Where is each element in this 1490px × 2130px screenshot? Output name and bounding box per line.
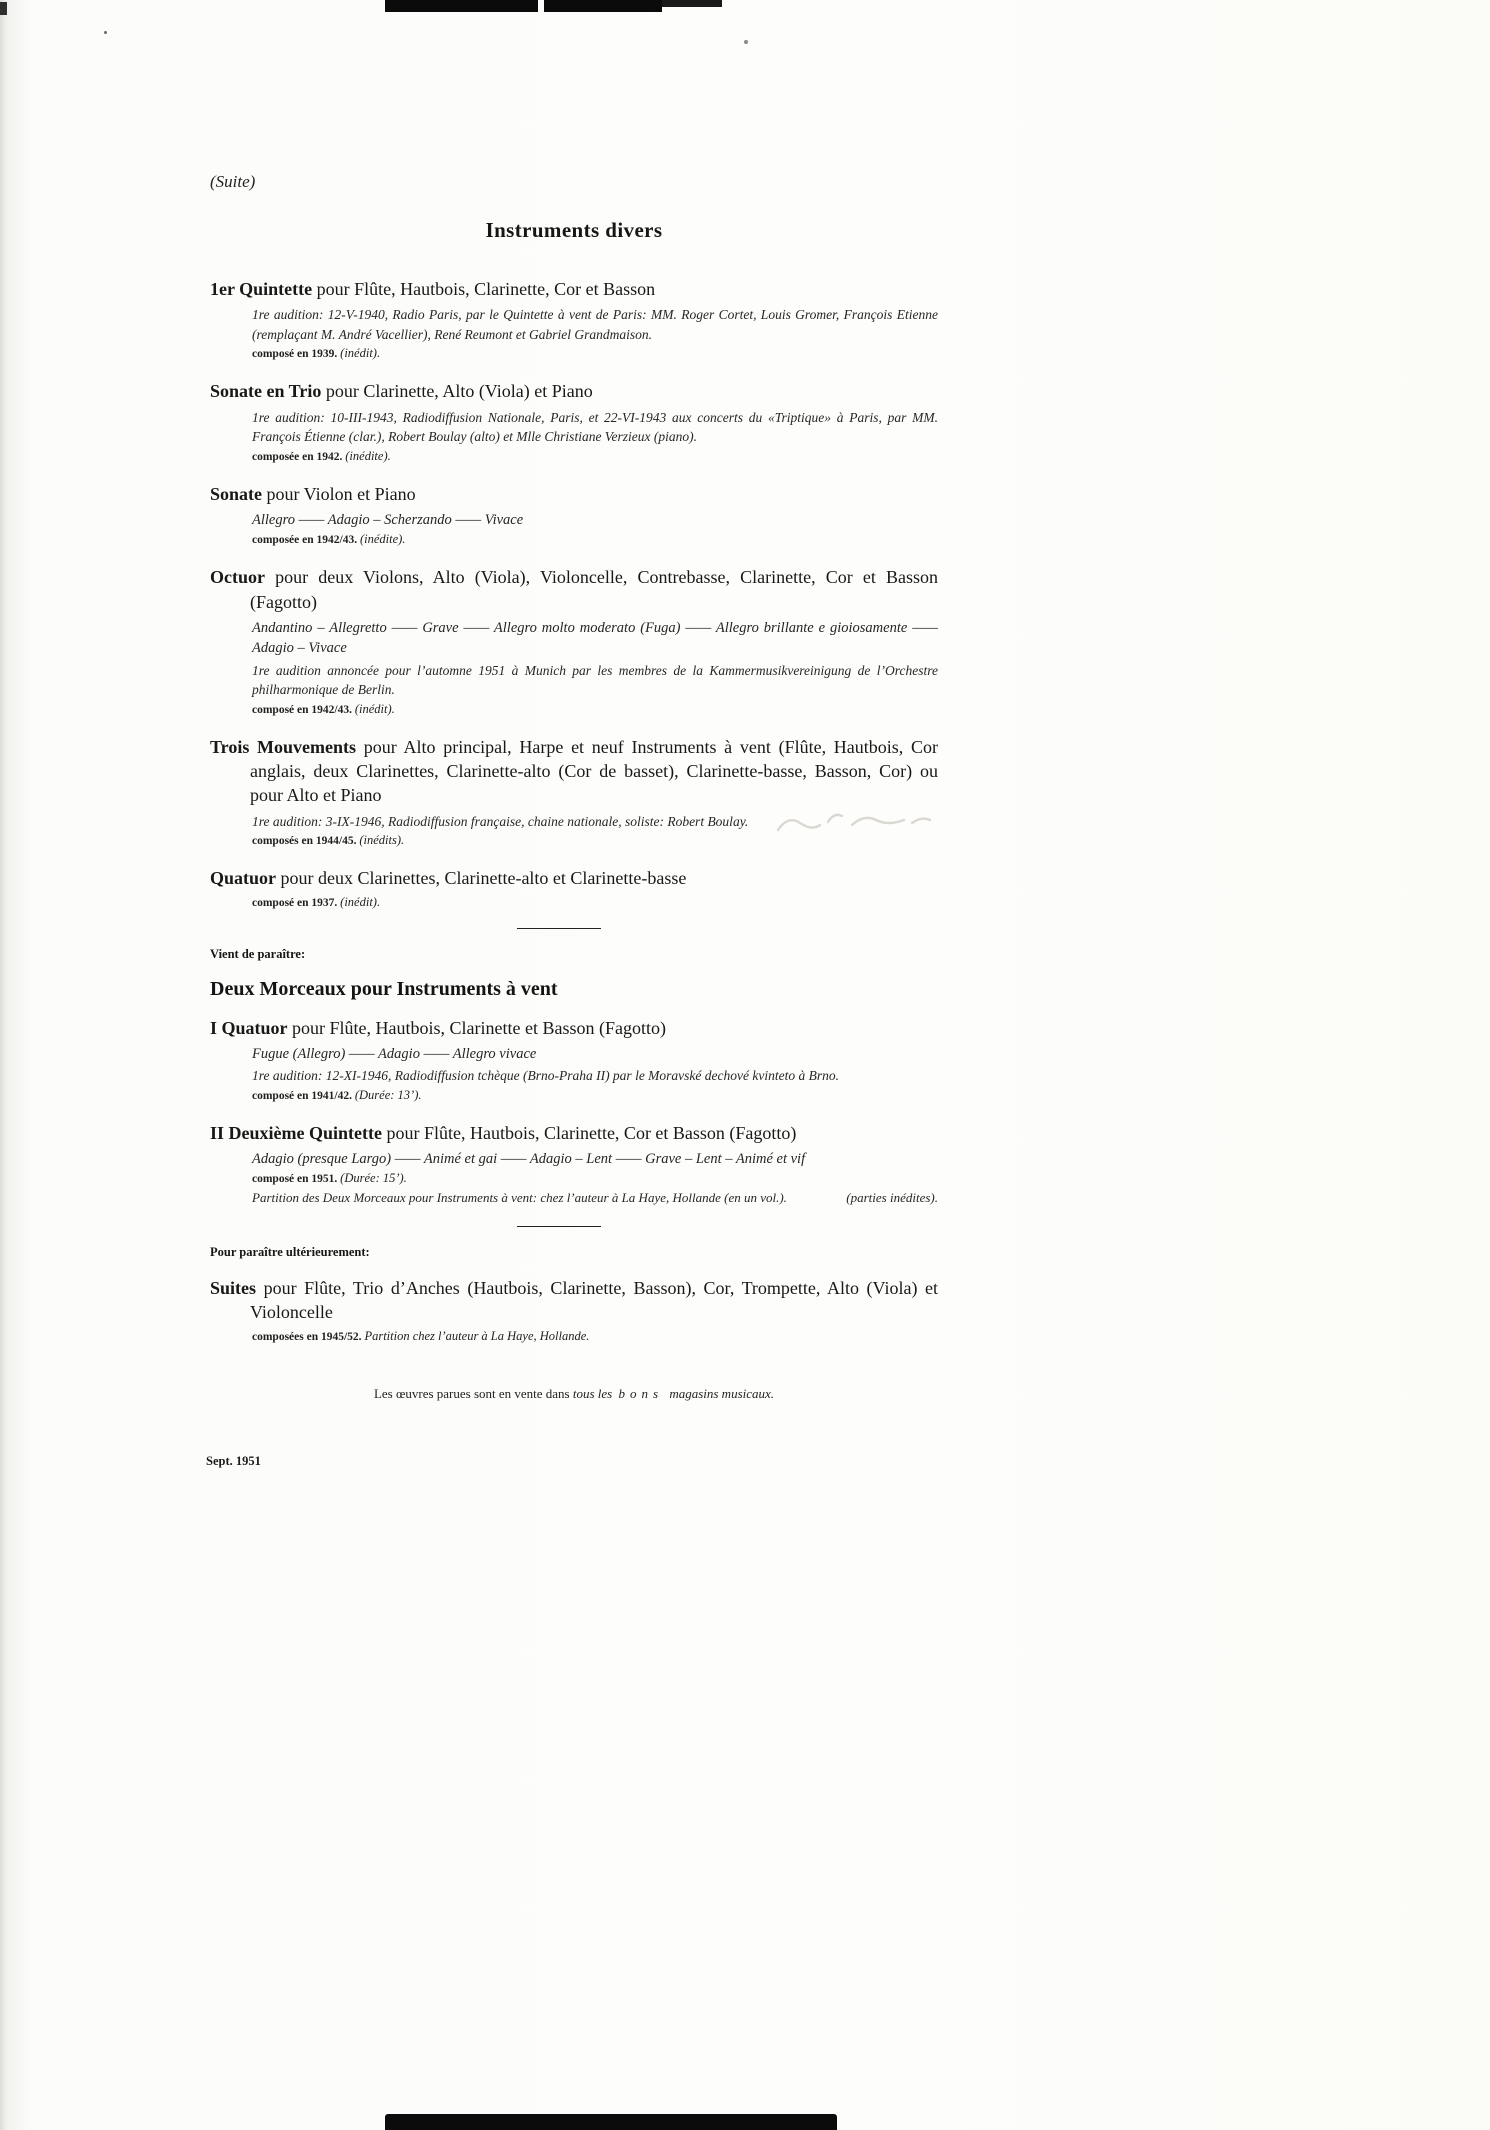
scan-artifact-top-bar — [544, 0, 662, 12]
composed-main: composés en 1944/45. — [252, 835, 357, 848]
scan-speck — [744, 40, 748, 44]
section-divider — [517, 1226, 601, 1227]
section-label-later: Pour paraître ultérieurement: — [210, 1245, 370, 1260]
work-title-rest: pour Alto principal, Harpe et neuf Instruments à vent (Flûte, Hautbois, Cor anglais, deux Clarinettes, Clarinette-alto (Cor de basset), Clarinette-basse, Basson, Cor) ou pour Alto et Piano — [250, 736, 939, 806]
suite-label: (Suite) — [210, 172, 256, 191]
partition-note — [210, 1189, 938, 1208]
work-entry — [210, 482, 938, 548]
work-title-rest: pour deux Violons, Alto (Viola), Violoncelle, Contrebasse, Clarinette, Cor et Basson (Fagotto) — [250, 567, 939, 612]
work-movements: Allegro —— Adagio – Scherzando —— Vivace — [252, 512, 524, 529]
work-title-rest: pour Flûte, Hautbois, Clarinette et Basson (Fagotto) — [292, 1017, 666, 1038]
work-movements: Adagio (presque Largo) —— Animé et gai —— Adagio – Lent —— Grave – Lent – Animé et vif — [252, 1150, 806, 1167]
work-title-rest: pour Flûte, Hautbois, Clarinette, Cor et Basson (Fagotto) — [386, 1122, 797, 1143]
work-composed — [210, 1088, 938, 1103]
work-composed — [210, 346, 938, 361]
scan-artifact-bottom-bar — [385, 2114, 837, 2130]
footer-note — [210, 1386, 938, 1402]
work-composed — [210, 702, 938, 717]
composed-tail: (Durée: 13’). — [354, 1087, 422, 1102]
composed-tail: (Durée: 15’). — [340, 1171, 407, 1186]
work-title-lead: 1er Quintette — [210, 279, 313, 299]
work-title-lead: Trois Mouvements — [210, 736, 357, 757]
work-title-rest: pour Violon et Piano — [266, 483, 416, 504]
collection-title: Deux Morceaux pour Instruments à vent — [210, 977, 558, 1000]
work-title — [210, 277, 938, 301]
work-title — [210, 1016, 938, 1040]
page-content — [206, 172, 939, 1469]
composed-tail: (inédit). — [354, 701, 395, 716]
section-divider — [517, 928, 601, 929]
work-title-rest: pour Flûte, Hautbois, Clarinette, Cor et Basson — [316, 279, 656, 299]
partition-note-right: (parties inédites). — [846, 1190, 938, 1206]
work-composed — [210, 449, 938, 464]
page-title: Instruments divers — [485, 218, 663, 242]
work-title — [210, 866, 938, 890]
composed-tail: (inédits). — [359, 833, 405, 848]
work-title-rest: pour Flûte, Trio d’Anches (Hautbois, Clarinette, Basson), Cor, Trompette, Alto (Viola) et Violoncelle — [250, 1278, 939, 1323]
work-audition: 1re audition annoncée pour l’automne 1951 à Munich par les membres de la Kammermusikvereinigung de l’Orchestre philharmonique de Berlin. — [252, 662, 938, 698]
composed-main: composé en 1942/43. — [252, 703, 352, 716]
scan-artifact-top-bar — [385, 0, 538, 12]
work-audition: 1re audition: 3-IX-1946, Radiodiffusion française, chaine nationale, soliste: Robert Boulay. — [252, 813, 749, 829]
work-title-lead: Sonate — [210, 483, 263, 504]
composed-main: composé en 1939. — [252, 348, 338, 361]
work-composed — [210, 532, 938, 547]
work-entry — [210, 1016, 938, 1103]
work-entry — [210, 735, 938, 848]
scan-speck — [104, 31, 107, 34]
composed-tail: (inédit). — [340, 894, 381, 909]
work-title-lead: I Quatuor — [210, 1017, 288, 1038]
work-entry — [210, 1276, 938, 1344]
scan-corner-mark — [0, 2, 7, 15]
work-audition: 1re audition: 12-XI-1946, Radiodiffusion tchèque (Brno-Praha II) par le Moravské dechové kvinteto à Brno. — [252, 1068, 839, 1084]
work-movements: Fugue (Allegro) —— Adagio —— Allegro vivace — [252, 1045, 537, 1062]
scan-artifact-top-bar — [662, 0, 722, 7]
work-title-lead: II Deuxième Quintette — [210, 1122, 382, 1143]
work-composed — [210, 895, 938, 910]
work-composed — [210, 833, 938, 848]
composed-tail: Partition chez l’auteur à La Haye, Hollande. — [364, 1328, 590, 1343]
composed-main: composé en 1941/42. — [252, 1089, 352, 1102]
work-title-lead: Sonate en Trio — [210, 381, 322, 402]
footer-spaced-word: bons — [618, 1385, 664, 1401]
partition-text: Partition des Deux Morceaux pour Instruments à vent: chez l’auteur à La Haye, Hollande (en un vol.). — [252, 1190, 787, 1206]
footer-italic: tous les — [572, 1385, 613, 1401]
footer-tail: magasins musicaux. — [669, 1385, 775, 1401]
work-title-rest: pour Clarinette, Alto (Viola) et Piano — [325, 381, 593, 402]
section-label-new: Vient de paraître: — [210, 946, 306, 961]
work-title-lead: Suites — [210, 1278, 257, 1299]
composed-tail: (inédite). — [359, 532, 406, 547]
work-title — [210, 482, 938, 506]
work-audition: 1re audition: 12-V-1940, Radio Paris, par le Quintette à vent de Paris: MM. Roger Cortet, Louis Gromer, François Etienne (remplaçant M. André Vacellier), René Reumont et Gabriel Grandmaison. — [252, 307, 938, 342]
work-title — [210, 379, 938, 403]
work-entry — [210, 379, 938, 463]
work-entry — [210, 277, 938, 361]
work-entry — [210, 565, 938, 716]
work-title — [210, 735, 938, 808]
composed-tail: (inédit). — [340, 346, 381, 361]
work-movements: Andantino – Allegretto —— Grave —— Allegro molto moderato (Fuga) —— Allegro brillante e gioiosamente —— Adagio – Vivace — [252, 620, 938, 657]
work-title-lead: Octuor — [210, 567, 265, 588]
work-title-rest: pour deux Clarinettes, Clarinette-alto et Clarinette-basse — [280, 868, 687, 889]
composed-main: composé en 1937. — [252, 896, 338, 909]
work-entry — [210, 1121, 938, 1208]
work-title — [210, 1276, 938, 1325]
composed-tail: (inédite). — [345, 448, 391, 463]
composed-main: composée en 1942/43. — [252, 534, 358, 547]
work-title — [210, 1121, 938, 1145]
page-date: Sept. 1951 — [206, 1453, 261, 1468]
composed-main: composée en 1942. — [252, 450, 343, 463]
footer-lead: Les œuvres parues sont en vente dans — [373, 1385, 570, 1401]
work-title-lead: Quatuor — [210, 868, 277, 889]
work-audition: 1re audition: 10-III-1943, Radiodiffusion Nationale, Paris, et 22-VI-1943 aux concerts du «Triptique» à Paris, par MM. François Étienne (clar.), Robert Boulay (alto) et Mlle Christiane Verzieux (piano). — [252, 409, 938, 445]
work-title — [210, 565, 938, 614]
work-entry — [210, 866, 938, 909]
work-composed — [210, 1171, 938, 1186]
composed-main: composé en 1951. — [252, 1173, 338, 1186]
work-composed — [210, 1329, 938, 1344]
composed-main: composées en 1945/52. — [252, 1330, 362, 1343]
